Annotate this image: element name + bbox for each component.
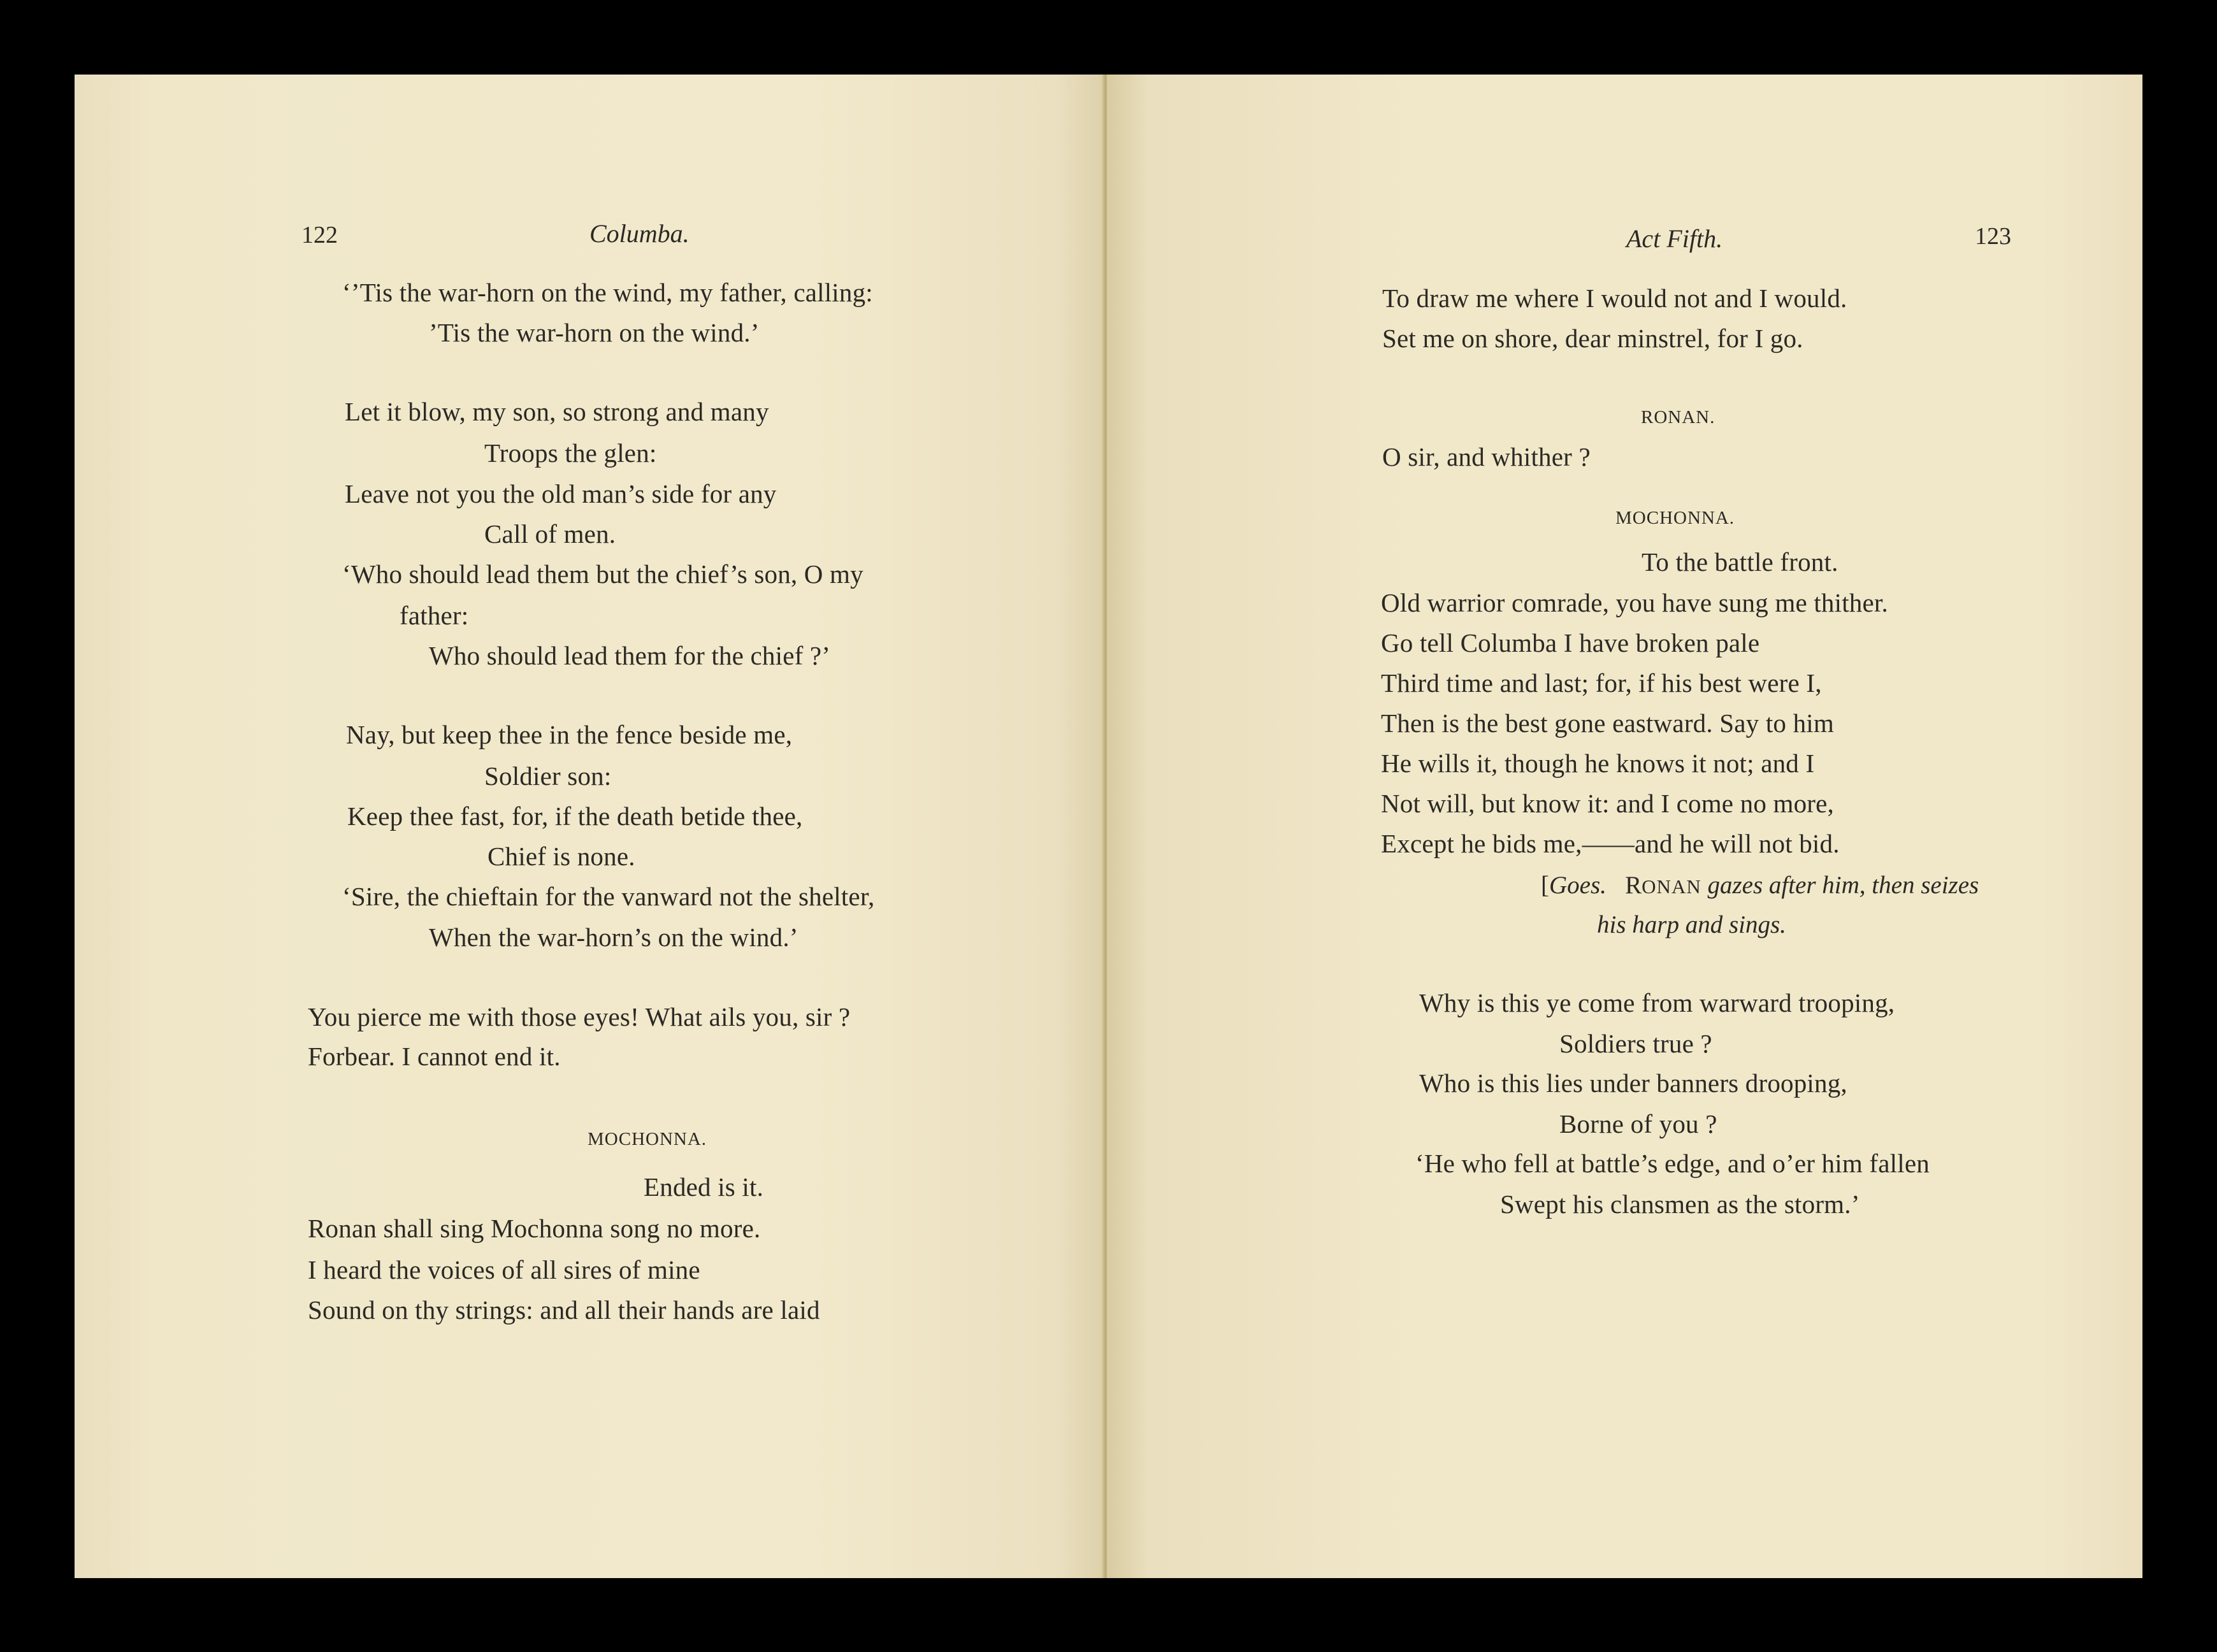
page-number-left: 122 — [301, 222, 338, 248]
verse-line: ‘Sire, the chieftain for the vanward not the shelter, — [342, 882, 875, 911]
dialogue-line: Go tell Columba I have broken pale — [1381, 628, 1760, 657]
song-line: Borne of you ? — [1559, 1109, 1717, 1138]
dialogue-line: Old warrior comrade, you have sung me thither. — [1381, 588, 1888, 617]
song-line: Why is this ye come from warward trooping, — [1419, 988, 1895, 1017]
song-line: Who is this lies under banners drooping, — [1419, 1068, 1847, 1098]
stage-goes: Goes. — [1549, 872, 1607, 899]
verse-line: father: — [400, 601, 469, 630]
dialogue-line: You pierce me with those eyes! What ails you, sir ? — [308, 1002, 851, 1031]
verse-line: ’Tis the war-horn on the wind.’ — [429, 318, 760, 347]
song-line: Soldiers true ? — [1559, 1029, 1712, 1058]
stage-ronan-rest: ONAN — [1642, 875, 1701, 898]
verse-line: Chief is none. — [487, 842, 635, 871]
verse-line: ‘Who should lead them but the chief’s son, O my — [342, 559, 863, 589]
right-page — [1107, 75, 2142, 1578]
dialogue-line: Except he bids me,——and he will not bid. — [1381, 829, 1840, 858]
verse-line: Call of men. — [484, 519, 616, 549]
page-number-right: 123 — [1975, 223, 2011, 250]
verse-line: Keep thee fast, for, if the death betide thee, — [347, 801, 803, 831]
left-page — [75, 75, 1107, 1578]
dialogue-line: O sir, and whither ? — [1382, 442, 1591, 471]
dialogue-line: He wills it, though he knows it not; and I — [1381, 749, 1815, 778]
verse-line: Troops the glen: — [484, 438, 657, 468]
dialogue-line: Not will, but know it: and I come no more, — [1381, 789, 1834, 818]
dialogue-line: I heard the voices of all sires of mine — [308, 1255, 700, 1284]
verse-line: ‘’Tis the war-horn on the wind, my father, calling: — [342, 278, 873, 307]
dialogue-line: Ended is it. — [644, 1172, 764, 1202]
stage-direction-line-2: his harp and sings. — [1597, 911, 1786, 938]
speaker-name: MOCHONNA. — [588, 1129, 707, 1149]
stage-rest-line1: gazes after him, then seizes — [1707, 872, 1979, 899]
dialogue-line: Then is the best gone eastward. Say to him — [1381, 708, 1834, 738]
song-line: ‘He who fell at battle’s edge, and o’er him fallen — [1415, 1149, 1930, 1178]
verse-line: Soldier son: — [484, 761, 612, 791]
song-line: Swept his clansmen as the storm.’ — [1500, 1189, 1860, 1219]
dialogue-line: To draw me where I would not and I would. — [1382, 284, 1847, 313]
open-book — [75, 75, 2142, 1578]
verse-line: Nay, but keep thee in the fence beside me, — [346, 720, 793, 749]
dialogue-line: Third time and last; for, if his best were I, — [1381, 668, 1822, 698]
running-title-right: Act Fifth. — [1626, 224, 1723, 253]
dialogue-line: Forbear. I cannot end it. — [308, 1042, 561, 1071]
dialogue-line: To the battle front. — [1642, 547, 1838, 577]
stage-ronan-initial: R — [1625, 872, 1642, 899]
dialogue-line: Sound on thy strings: and all their hands are laid — [308, 1295, 820, 1325]
verse-line: Leave not you the old man’s side for any — [345, 479, 777, 508]
speaker-name: RONAN. — [1641, 407, 1715, 427]
dialogue-line: Ronan shall sing Mochonna song no more. — [308, 1214, 761, 1243]
verse-line: Who should lead them for the chief ?’ — [429, 641, 831, 670]
stage-bracket: [ — [1541, 872, 1549, 899]
stage-direction-line-1 — [1541, 871, 1979, 900]
verse-line: Let it blow, my son, so strong and many — [345, 397, 769, 426]
dialogue-line: Set me on shore, dear minstrel, for I go. — [1382, 324, 1803, 353]
running-title-left: Columba. — [589, 219, 690, 248]
speaker-name: MOCHONNA. — [1615, 508, 1735, 528]
verse-line: When the war-horn’s on the wind.’ — [429, 923, 798, 952]
